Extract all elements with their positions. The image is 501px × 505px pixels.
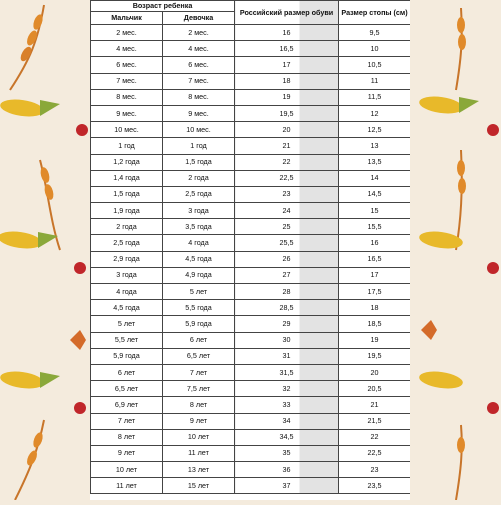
shoe-size-cell: 37 bbox=[235, 478, 339, 494]
table-row bbox=[91, 300, 411, 316]
foot-size-cell: 19 bbox=[339, 332, 410, 348]
boy-age-cell: 5,9 года bbox=[91, 348, 163, 364]
shoe-size-cell: 21 bbox=[235, 138, 339, 154]
girl-age-cell: 15 лет bbox=[163, 478, 235, 494]
boy-age-cell: 9 мес. bbox=[91, 105, 163, 121]
corn-icon bbox=[418, 94, 479, 116]
foot-size-cell: 22,5 bbox=[339, 445, 410, 461]
shoe-size-cell: 34 bbox=[235, 413, 339, 429]
foot-size-cell: 12 bbox=[339, 105, 410, 121]
table-row bbox=[91, 170, 411, 186]
berry-icon bbox=[487, 262, 499, 274]
table-row bbox=[91, 73, 411, 89]
table-row bbox=[91, 462, 411, 478]
girl-age-cell: 2 года bbox=[163, 170, 235, 186]
table-row bbox=[91, 332, 411, 348]
boy-age-cell: 4,5 года bbox=[91, 300, 163, 316]
shoe-size-header: Российский размер обуви bbox=[235, 1, 339, 25]
foot-size-cell: 19,5 bbox=[339, 348, 410, 364]
girl-age-cell: 5 лет bbox=[163, 284, 235, 300]
table-row bbox=[91, 235, 411, 251]
girl-age-cell: 2 мес. bbox=[163, 25, 235, 41]
girl-age-cell: 4 мес. bbox=[163, 41, 235, 57]
corn-icon bbox=[418, 369, 464, 391]
shoe-size-cell: 29 bbox=[235, 316, 339, 332]
corn-icon bbox=[0, 97, 60, 119]
shoe-size-cell: 19,5 bbox=[235, 105, 339, 121]
table-row bbox=[91, 203, 411, 219]
girl-age-cell: 11 лет bbox=[163, 445, 235, 461]
boy-age-cell: 2,9 года bbox=[91, 251, 163, 267]
table-row bbox=[91, 122, 411, 138]
foot-size-cell: 12,5 bbox=[339, 122, 410, 138]
table-row bbox=[91, 154, 411, 170]
table-row bbox=[91, 364, 411, 380]
shoe-size-cell: 32 bbox=[235, 381, 339, 397]
shoe-size-cell: 16 bbox=[235, 25, 339, 41]
wheat-icon bbox=[456, 150, 466, 250]
corn-icon bbox=[0, 369, 60, 391]
boy-age-cell: 1,9 года bbox=[91, 203, 163, 219]
table-row bbox=[91, 381, 411, 397]
decorative-pattern-left-art bbox=[0, 0, 90, 500]
girl-age-cell: 6 мес. bbox=[163, 57, 235, 73]
table-row bbox=[91, 57, 411, 73]
girl-age-cell: 5,5 года bbox=[163, 300, 235, 316]
foot-size-cell: 13,5 bbox=[339, 154, 410, 170]
girl-age-cell: 3,5 года bbox=[163, 219, 235, 235]
foot-size-cell: 23,5 bbox=[339, 478, 410, 494]
shoe-size-cell: 36 bbox=[235, 462, 339, 478]
corn-icon bbox=[0, 229, 58, 251]
table-row bbox=[91, 89, 411, 105]
shoe-size-cell: 22 bbox=[235, 154, 339, 170]
girl-age-cell: 7,5 лет bbox=[163, 381, 235, 397]
boy-age-cell: 6 мес. bbox=[91, 57, 163, 73]
foot-size-cell: 13 bbox=[339, 138, 410, 154]
table-row bbox=[91, 413, 411, 429]
boy-age-cell: 11 лет bbox=[91, 478, 163, 494]
shoe-size-cell: 19 bbox=[235, 89, 339, 105]
boy-header: Мальчик bbox=[91, 12, 163, 25]
girl-age-cell: 5,9 года bbox=[163, 316, 235, 332]
boy-age-cell: 5,5 лет bbox=[91, 332, 163, 348]
boy-age-cell: 8 мес. bbox=[91, 89, 163, 105]
table-row bbox=[91, 267, 411, 283]
foot-size-cell: 17 bbox=[339, 267, 410, 283]
girl-age-cell: 7 мес. bbox=[163, 73, 235, 89]
table-row bbox=[91, 251, 411, 267]
boy-age-cell: 2 года bbox=[91, 219, 163, 235]
boy-age-cell: 7 лет bbox=[91, 413, 163, 429]
wheat-icon bbox=[15, 420, 44, 500]
foot-size-cell: 15,5 bbox=[339, 219, 410, 235]
wheat-icon bbox=[10, 5, 44, 90]
autumn-leaf-icon bbox=[70, 330, 86, 350]
shoe-size-cell: 24 bbox=[235, 203, 339, 219]
berry-icon bbox=[74, 262, 86, 274]
girl-age-cell: 1,5 года bbox=[163, 154, 235, 170]
shoe-size-cell: 16,5 bbox=[235, 41, 339, 57]
foot-size-cell: 10 bbox=[339, 41, 410, 57]
girl-age-cell: 8 мес. bbox=[163, 89, 235, 105]
shoe-size-cell: 26 bbox=[235, 251, 339, 267]
table-row bbox=[91, 284, 411, 300]
shoe-size-cell: 17 bbox=[235, 57, 339, 73]
girl-header: Девочка bbox=[163, 12, 235, 25]
foot-size-cell: 18,5 bbox=[339, 316, 410, 332]
foot-size-cell: 11 bbox=[339, 73, 410, 89]
berry-icon bbox=[76, 124, 88, 136]
foot-size-cell: 15 bbox=[339, 203, 410, 219]
boy-age-cell: 2 мес. bbox=[91, 25, 163, 41]
girl-age-cell: 7 лет bbox=[163, 364, 235, 380]
boy-age-cell: 7 мес. bbox=[91, 73, 163, 89]
foot-size-header: Размер стопы (см) bbox=[339, 1, 410, 25]
girl-age-cell: 2,5 года bbox=[163, 186, 235, 202]
foot-size-cell: 23 bbox=[339, 462, 410, 478]
shoe-size-cell: 25,5 bbox=[235, 235, 339, 251]
table-row bbox=[91, 348, 411, 364]
shoe-size-cell: 28 bbox=[235, 284, 339, 300]
foot-size-cell: 20,5 bbox=[339, 381, 410, 397]
table-row bbox=[91, 41, 411, 57]
boy-age-cell: 10 мес. bbox=[91, 122, 163, 138]
foot-size-cell: 18 bbox=[339, 300, 410, 316]
table-header bbox=[91, 1, 411, 25]
berry-icon bbox=[487, 124, 499, 136]
girl-age-cell: 9 мес. bbox=[163, 105, 235, 121]
table-row bbox=[91, 186, 411, 202]
table-row bbox=[91, 25, 411, 41]
boy-age-cell: 2,5 года bbox=[91, 235, 163, 251]
foot-size-cell: 16,5 bbox=[339, 251, 410, 267]
boy-age-cell: 1,2 года bbox=[91, 154, 163, 170]
shoe-size-cell: 28,5 bbox=[235, 300, 339, 316]
shoe-size-cell: 20 bbox=[235, 122, 339, 138]
decorative-pattern-left bbox=[0, 0, 90, 500]
shoe-size-cell: 27 bbox=[235, 267, 339, 283]
shoe-size-cell: 23 bbox=[235, 186, 339, 202]
foot-size-cell: 16 bbox=[339, 235, 410, 251]
girl-age-cell: 3 года bbox=[163, 203, 235, 219]
girl-age-cell: 6,5 лет bbox=[163, 348, 235, 364]
girl-age-cell: 4,5 года bbox=[163, 251, 235, 267]
foot-size-cell: 22 bbox=[339, 429, 410, 445]
girl-age-cell: 9 лет bbox=[163, 413, 235, 429]
girl-age-cell: 4,9 года bbox=[163, 267, 235, 283]
autumn-leaf-icon bbox=[421, 320, 437, 340]
boy-age-cell: 1,5 года bbox=[91, 186, 163, 202]
berry-icon bbox=[74, 402, 86, 414]
boy-age-cell: 1,4 года bbox=[91, 170, 163, 186]
girl-age-cell: 6 лет bbox=[163, 332, 235, 348]
shoe-size-cell: 31,5 bbox=[235, 364, 339, 380]
wheat-icon bbox=[456, 8, 466, 90]
foot-size-cell: 11,5 bbox=[339, 89, 410, 105]
foot-size-cell: 14 bbox=[339, 170, 410, 186]
decorative-pattern-right bbox=[411, 0, 501, 500]
shoe-size-cell: 34,5 bbox=[235, 429, 339, 445]
shoe-size-cell: 22,5 bbox=[235, 170, 339, 186]
shoe-size-cell: 31 bbox=[235, 348, 339, 364]
shoe-size-cell: 35 bbox=[235, 445, 339, 461]
boy-age-cell: 10 лет bbox=[91, 462, 163, 478]
wheat-icon bbox=[456, 425, 465, 500]
girl-age-cell: 8 лет bbox=[163, 397, 235, 413]
table-row bbox=[91, 138, 411, 154]
girl-age-cell: 10 лет bbox=[163, 429, 235, 445]
table-row bbox=[91, 219, 411, 235]
foot-size-cell: 9,5 bbox=[339, 25, 410, 41]
table-body bbox=[91, 25, 411, 494]
shoe-size-cell: 18 bbox=[235, 73, 339, 89]
berry-icon bbox=[487, 402, 499, 414]
boy-age-cell: 5 лет bbox=[91, 316, 163, 332]
foot-size-cell: 14,5 bbox=[339, 186, 410, 202]
boy-age-cell: 8 лет bbox=[91, 429, 163, 445]
girl-age-cell: 1 год bbox=[163, 138, 235, 154]
girl-age-cell: 4 года bbox=[163, 235, 235, 251]
foot-size-cell: 17,5 bbox=[339, 284, 410, 300]
table-row bbox=[91, 105, 411, 121]
foot-size-cell: 21,5 bbox=[339, 413, 410, 429]
boy-age-cell: 4 года bbox=[91, 284, 163, 300]
table-row bbox=[91, 397, 411, 413]
girl-age-cell: 10 мес. bbox=[163, 122, 235, 138]
boy-age-cell: 6,5 лет bbox=[91, 381, 163, 397]
foot-size-cell: 20 bbox=[339, 364, 410, 380]
child-age-header: Возраст ребенка bbox=[91, 1, 235, 12]
girl-age-cell: 13 лет bbox=[163, 462, 235, 478]
foot-size-cell: 21 bbox=[339, 397, 410, 413]
foot-size-cell: 10,5 bbox=[339, 57, 410, 73]
boy-age-cell: 3 года bbox=[91, 267, 163, 283]
table-row bbox=[91, 316, 411, 332]
boy-age-cell: 1 год bbox=[91, 138, 163, 154]
table-row bbox=[91, 445, 411, 461]
boy-age-cell: 6,9 лет bbox=[91, 397, 163, 413]
shoe-size-cell: 25 bbox=[235, 219, 339, 235]
size-chart-table-container bbox=[90, 0, 410, 500]
table-row bbox=[91, 429, 411, 445]
shoe-size-cell: 30 bbox=[235, 332, 339, 348]
decorative-pattern-right-art bbox=[411, 0, 501, 500]
boy-age-cell: 9 лет bbox=[91, 445, 163, 461]
shoe-size-cell: 33 bbox=[235, 397, 339, 413]
boy-age-cell: 6 лет bbox=[91, 364, 163, 380]
table-row bbox=[91, 478, 411, 494]
boy-age-cell: 4 мес. bbox=[91, 41, 163, 57]
size-chart-table bbox=[90, 0, 410, 494]
